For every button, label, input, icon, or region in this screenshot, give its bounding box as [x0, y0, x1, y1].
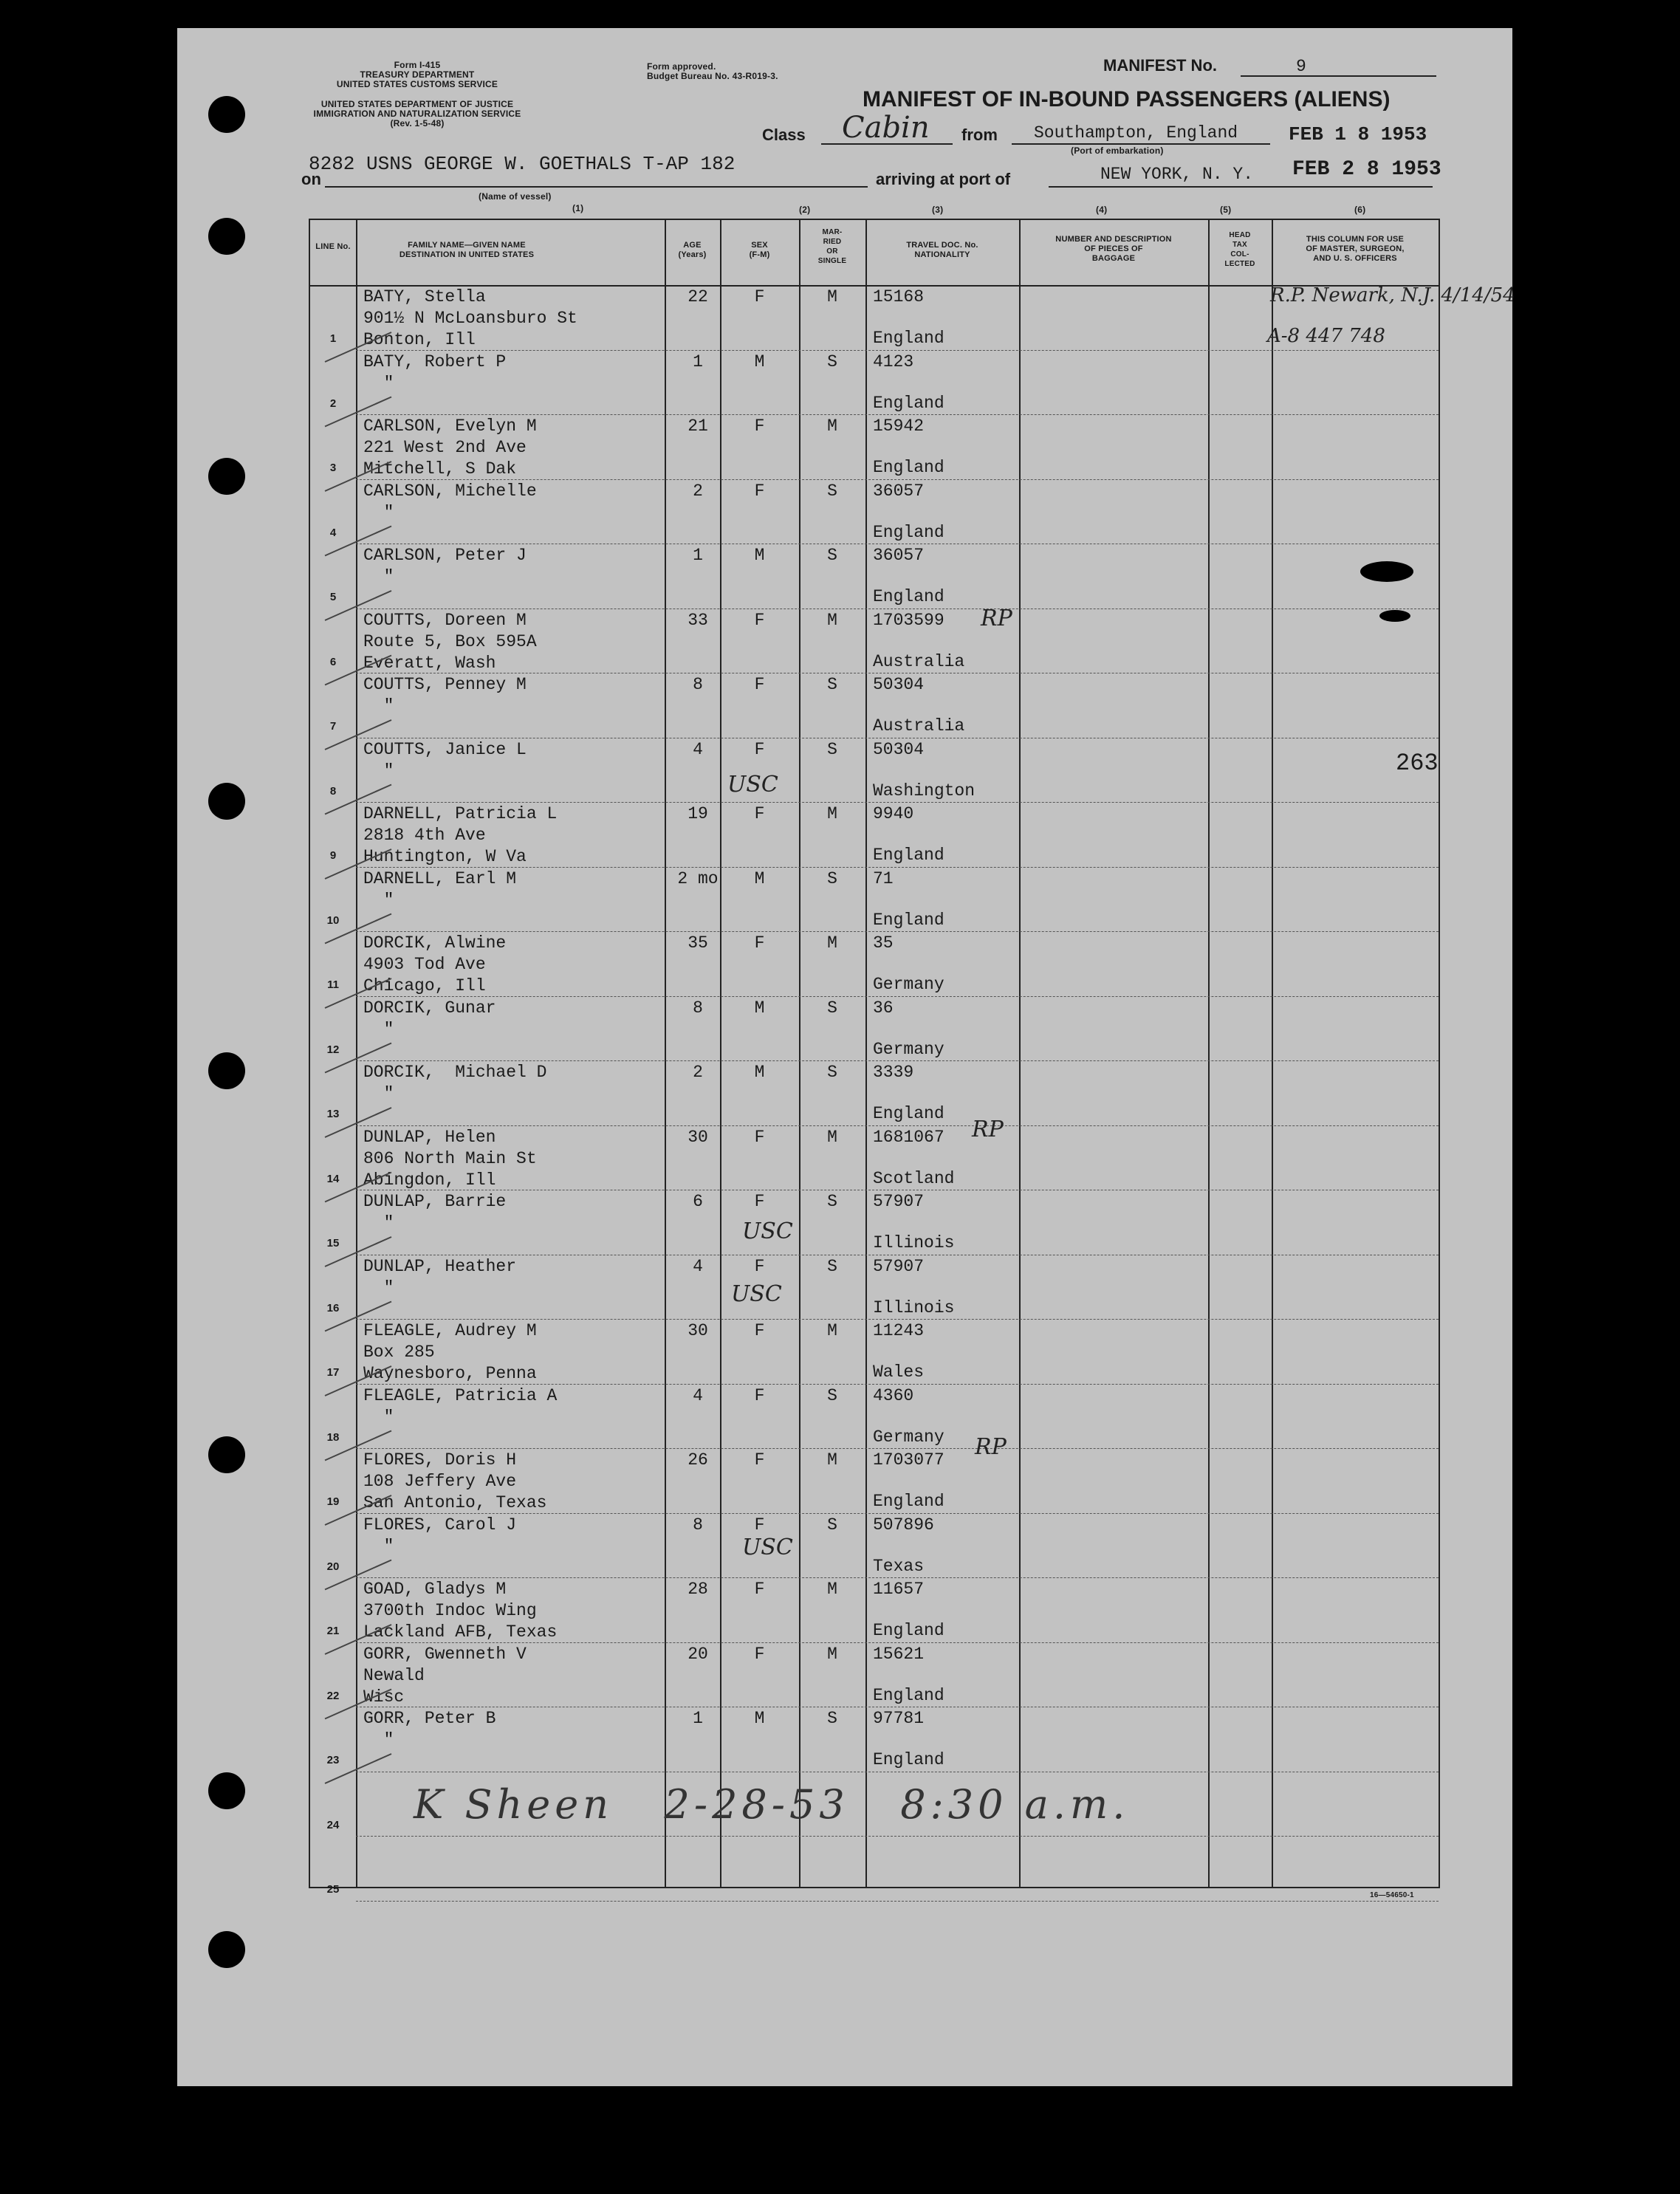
vessel-caption: (Name of vessel): [479, 191, 552, 202]
passenger-sex: F: [754, 1580, 765, 1599]
passenger-age: 4: [693, 739, 703, 759]
punch-hole: [208, 1931, 245, 1968]
passenger-marital-status: S: [827, 546, 837, 565]
officer-note-1: R.P. Newark, N.J. 4/14/54: [1270, 284, 1515, 306]
passenger-name-destination: CARLSON, Michelle ": [363, 481, 537, 522]
passenger-marital-status: S: [827, 739, 837, 759]
passenger-name-destination: FLORES, Carol J ": [363, 1515, 517, 1556]
customs-service: UNITED STATES CUSTOMS SERVICE: [336, 79, 498, 89]
passenger-marital-status: M: [827, 804, 837, 823]
punch-hole: [208, 1772, 245, 1809]
passenger-name-destination: COUTTS, Penney M ": [363, 675, 527, 716]
budget-bureau: Budget Bureau No. 43-R019-3.: [647, 71, 778, 81]
ink-blot: [1379, 610, 1410, 622]
passenger-name-destination: BATY, Stella 901½ N McLoansburo St Bonton, Ill: [363, 287, 577, 349]
line-number: 9: [329, 849, 337, 862]
passenger-sex: F: [754, 1450, 765, 1470]
margin-slash: [325, 462, 391, 491]
travel-document-number: 97781: [873, 1709, 925, 1728]
passenger-nationality: England: [873, 1621, 944, 1640]
punch-hole: [208, 96, 245, 133]
column-1-number: (1): [572, 203, 584, 213]
punch-hole: [208, 218, 245, 255]
passenger-age: 1: [693, 352, 703, 371]
line-number: 5: [329, 591, 337, 603]
usc-mark: USC: [727, 772, 778, 798]
passenger-sex: F: [754, 287, 765, 306]
passenger-marital-status: S: [827, 352, 837, 371]
travel-document-number: 15942: [873, 416, 925, 436]
passenger-nationality: England: [873, 910, 944, 930]
col-header-sex: SEX (F-M): [749, 241, 770, 259]
passenger-name-destination: COUTTS, Doreen M Route 5, Box 595A Everatt, Wash: [363, 610, 537, 673]
line-number: 7: [329, 720, 337, 733]
arrival-date: FEB 2 8 1953: [1292, 158, 1441, 181]
passenger-marital-status: M: [827, 1580, 837, 1599]
passenger-nationality: England: [873, 393, 944, 413]
passenger-marital-status: M: [827, 1127, 837, 1147]
form-approved: Form approved.: [647, 61, 716, 72]
margin-slash: [325, 1237, 391, 1266]
passenger-name-destination: CARLSON, Peter J ": [363, 546, 527, 586]
line-number: 2: [329, 397, 337, 410]
number-263: 263: [1396, 750, 1439, 777]
passenger-marital-status: S: [827, 1192, 837, 1211]
passenger-sex: F: [754, 1127, 765, 1147]
passenger-sex: F: [754, 1385, 765, 1405]
passenger-name-destination: GORR, Gwenneth V Newald Wisc: [363, 1644, 527, 1707]
passenger-age: 33: [688, 610, 708, 630]
line-number: 11: [327, 978, 339, 991]
line-number: 12: [326, 1043, 340, 1056]
officer-note-2: A-8 447 748: [1267, 325, 1385, 347]
passenger-sex: F: [754, 610, 765, 630]
passenger-age: 4: [693, 1385, 703, 1405]
line-number: 10: [326, 913, 340, 927]
line-number: 19: [326, 1495, 340, 1508]
passenger-nationality: Scotland: [873, 1168, 955, 1188]
passenger-marital-status: S: [827, 1385, 837, 1405]
passenger-nationality: Illinois: [873, 1233, 955, 1252]
passenger-name-destination: DORCIK, Gunar ": [363, 998, 496, 1039]
passenger-marital-status: S: [827, 481, 837, 501]
margin-slash: [325, 1043, 391, 1073]
passenger-sex: F: [754, 1192, 765, 1211]
travel-document-number: 36057: [873, 481, 925, 501]
margin-marks: [310, 281, 406, 1868]
passenger-age: 20: [688, 1644, 708, 1664]
passenger-nationality: England: [873, 522, 944, 542]
passenger-age: 1: [693, 546, 703, 565]
passenger-sex: F: [754, 675, 765, 694]
line-number: 6: [329, 655, 337, 668]
passenger-age: 8: [693, 998, 703, 1018]
passenger-nationality: England: [873, 846, 944, 865]
arriving-label: arriving at port of: [876, 170, 1011, 188]
from-label: from: [961, 126, 998, 144]
col-header-line: LINE No.: [315, 242, 351, 251]
passenger-sex: F: [754, 1256, 765, 1276]
column-2-number: (2): [799, 205, 811, 215]
signature-line: K Sheen 2-28-53 8:30 a.m.: [414, 1781, 1130, 1828]
passenger-marital-status: M: [827, 933, 837, 953]
manifest-no: 9: [1296, 57, 1306, 76]
passenger-nationality: Australia: [873, 651, 965, 671]
travel-document-number: 50304: [873, 739, 925, 759]
justice-header: [292, 100, 543, 128]
col-header-head-tax: HEAD TAX COL- LECTED: [1224, 231, 1255, 268]
col-header-married: MAR- RIED OR SINGLE: [817, 228, 847, 265]
travel-document-number: 1703599: [873, 610, 944, 630]
margin-slash: [325, 527, 391, 556]
passenger-age: 2 mo: [677, 868, 719, 888]
passenger-sex: F: [754, 1321, 765, 1340]
passenger-sex: F: [754, 416, 765, 436]
passenger-name-destination: DORCIK, Alwine 4903 Tod Ave Chicago, Ill: [363, 933, 507, 995]
margin-slash: [325, 1431, 391, 1461]
travel-document-number: 4360: [873, 1385, 914, 1405]
form-number: Form I-415: [394, 60, 441, 70]
passenger-name-destination: CARLSON, Evelyn M 221 West 2nd Ave Mitchell, S Dak: [363, 416, 537, 479]
passenger-sex: M: [754, 868, 765, 888]
passenger-sex: F: [754, 739, 765, 759]
passenger-marital-status: M: [827, 416, 837, 436]
passenger-nationality: Illinois: [873, 1297, 955, 1317]
passenger-name-destination: COUTTS, Janice L ": [363, 739, 527, 781]
passenger-age: 30: [688, 1127, 708, 1147]
margin-slash: [325, 978, 391, 1008]
passenger-name-destination: GORR, Peter B ": [363, 1709, 496, 1749]
punch-hole: [208, 1436, 245, 1473]
passenger-marital-status: S: [827, 998, 837, 1018]
passenger-nationality: Wales: [873, 1362, 925, 1382]
rp-mark: RP: [975, 1434, 1007, 1460]
travel-document-number: 11657: [873, 1580, 925, 1599]
col-header-age: AGE (Years): [678, 241, 707, 259]
line-number: 21: [326, 1625, 340, 1637]
passenger-marital-status: M: [827, 1321, 837, 1340]
line-number: 18: [326, 1430, 340, 1444]
passenger-name-destination: DARNELL, Earl M ": [363, 868, 517, 910]
passenger-age: 8: [693, 1515, 703, 1535]
passenger-marital-status: S: [827, 1515, 837, 1535]
margin-slash: [325, 849, 391, 879]
travel-document-number: 1703077: [873, 1450, 944, 1470]
passenger-name-destination: DUNLAP, Heather ": [363, 1256, 517, 1297]
passenger-nationality: England: [873, 329, 944, 348]
column-5-number: (5): [1220, 205, 1232, 215]
margin-slash: [325, 1495, 391, 1525]
margin-slash: [325, 1302, 391, 1331]
passenger-age: 2: [693, 1063, 703, 1082]
passenger-nationality: England: [873, 1750, 944, 1769]
passenger-nationality: Germany: [873, 975, 944, 994]
manifest-no-label: MANIFEST No.: [1103, 56, 1217, 75]
passenger-name-destination: BATY, Robert P ": [363, 352, 507, 393]
margin-slash: [325, 720, 391, 750]
passenger-marital-status: M: [827, 1644, 837, 1664]
passenger-marital-status: M: [827, 1450, 837, 1470]
passenger-age: 28: [688, 1580, 708, 1599]
passenger-nationality: Germany: [873, 1427, 944, 1447]
passenger-nationality: England: [873, 1685, 944, 1705]
passenger-marital-status: M: [827, 610, 837, 630]
travel-document-number: 4123: [873, 352, 914, 371]
margin-slash: [325, 785, 391, 815]
passenger-sex: F: [754, 933, 765, 953]
travel-document-number: 9940: [873, 804, 914, 823]
margin-slash: [325, 332, 391, 362]
column-6-number: (6): [1354, 205, 1366, 215]
line-number: 15: [326, 1237, 340, 1249]
margin-slash: [325, 1560, 391, 1590]
usc-mark: USC: [742, 1218, 793, 1244]
margin-slash: [325, 1108, 391, 1137]
travel-document-number: 50304: [873, 675, 925, 694]
line-number: 1: [329, 332, 337, 345]
margin-slash: [325, 914, 391, 944]
arrival-port: NEW YORK, N. Y.: [1100, 165, 1254, 184]
col-header-officers: THIS COLUMN FOR USE OF MASTER, SURGEON, AND U. S. OFFICERS: [1306, 235, 1405, 263]
punch-hole: [208, 1052, 245, 1089]
class-label: Class: [762, 126, 806, 144]
passenger-sex: M: [754, 352, 765, 371]
travel-document-number: 15621: [873, 1644, 925, 1664]
passenger-age: 1: [693, 1709, 703, 1728]
margin-slash: [325, 397, 391, 427]
passenger-sex: M: [754, 998, 765, 1018]
passenger-name-destination: FLEAGLE, Audrey M Box 285 Waynesboro, Penna: [363, 1321, 537, 1383]
line-number: 4: [329, 526, 337, 539]
passenger-marital-status: S: [827, 675, 837, 694]
line-number: 25: [326, 1883, 340, 1896]
revision: (Rev. 1-5-48): [390, 118, 445, 128]
from-value: Southampton, England: [1034, 123, 1238, 143]
margin-slash: [325, 591, 391, 620]
passenger-age: 8: [693, 675, 703, 694]
column-4-number: (4): [1096, 205, 1108, 215]
travel-document-number: 36057: [873, 546, 925, 565]
passenger-age: 35: [688, 933, 708, 953]
passenger-name-destination: DORCIK, Michael D ": [363, 1063, 547, 1103]
line-number: 3: [329, 462, 337, 474]
rp-mark: RP: [981, 606, 1012, 631]
passenger-marital-status: S: [827, 1709, 837, 1728]
margin-slash: [325, 1366, 391, 1396]
line-number: 14: [326, 1172, 340, 1185]
form-approval: [647, 62, 839, 81]
margin-slash: [325, 1173, 391, 1202]
line-number: 24: [326, 1818, 340, 1831]
passenger-nationality: Germany: [873, 1039, 944, 1059]
vessel-name: 8282 USNS GEORGE W. GOETHALS T-AP 182: [309, 153, 736, 175]
passenger-age: 4: [693, 1256, 703, 1276]
manifest-title: MANIFEST OF IN-BOUND PASSENGERS (ALIENS): [863, 87, 1391, 112]
travel-document-number: 11243: [873, 1321, 925, 1340]
travel-document-number: 35: [873, 933, 894, 953]
passenger-sex: M: [754, 1063, 765, 1082]
passenger-nationality: England: [873, 1492, 944, 1511]
line-number: 23: [326, 1754, 340, 1766]
travel-document-number: 71: [873, 868, 894, 888]
on-label: on: [301, 170, 321, 188]
passenger-marital-status: S: [827, 1256, 837, 1276]
line-number: 16: [326, 1301, 340, 1314]
form-header-left: [332, 61, 502, 89]
col-header-travel: TRAVEL DOC. No. NATIONALITY: [906, 241, 978, 259]
punch-hole: [208, 458, 245, 495]
ink-blot: [1360, 561, 1413, 582]
passenger-age: 6: [693, 1192, 703, 1211]
margin-slash: [325, 1690, 391, 1719]
passenger-age: 2: [693, 481, 703, 501]
passenger-age: 26: [688, 1450, 708, 1470]
rp-mark: RP: [972, 1117, 1004, 1142]
passenger-sex: F: [754, 804, 765, 823]
passenger-sex: M: [754, 546, 765, 565]
embarkation-caption: (Port of embarkation): [1071, 145, 1164, 156]
margin-slash: [325, 656, 391, 685]
passenger-sex: F: [754, 1515, 765, 1535]
passenger-age: 30: [688, 1321, 708, 1340]
travel-document-number: 57907: [873, 1192, 925, 1211]
punch-hole: [208, 783, 245, 820]
passenger-name-destination: DUNLAP, Barrie ": [363, 1192, 507, 1233]
form-code: 16—54650-1: [1370, 1891, 1414, 1899]
col-header-name: FAMILY NAME—GIVEN NAME DESTINATION IN UNITED STATES: [399, 241, 535, 259]
departure-date: FEB 1 8 1953: [1289, 123, 1427, 145]
passenger-marital-status: M: [827, 287, 837, 306]
usc-mark: USC: [742, 1535, 793, 1560]
passenger-name-destination: FLEAGLE, Patricia A ": [363, 1385, 558, 1427]
travel-document-number: 57907: [873, 1256, 925, 1276]
passenger-nationality: Texas: [873, 1556, 925, 1576]
passenger-nationality: England: [873, 1104, 944, 1123]
passenger-nationality: Washington: [873, 781, 976, 801]
margin-slash: [325, 1625, 391, 1654]
passenger-sex: F: [754, 481, 765, 501]
passenger-sex: F: [754, 1644, 765, 1664]
travel-document-number: 1681067: [873, 1127, 944, 1147]
travel-document-number: 15168: [873, 287, 925, 306]
passenger-name-destination: FLORES, Doris H 108 Jeffery Ave San Antonio, Texas: [363, 1450, 547, 1512]
passenger-nationality: England: [873, 587, 944, 606]
passenger-age: 19: [688, 804, 708, 823]
passenger-marital-status: S: [827, 868, 837, 888]
col-header-baggage: NUMBER AND DESCRIPTION OF PIECES OF BAGGAGE: [1055, 235, 1172, 263]
passenger-nationality: Australia: [873, 716, 965, 736]
travel-document-number: 3339: [873, 1063, 914, 1082]
line-number: 17: [326, 1366, 340, 1379]
passenger-age: 21: [688, 416, 708, 436]
justice-department: UNITED STATES DEPARTMENT OF JUSTICE: [320, 99, 514, 109]
passenger-name-destination: GOAD, Gladys M 3700th Indoc Wing Lackland AFB, Texas: [363, 1580, 558, 1642]
passenger-age: 22: [688, 287, 708, 306]
column-3-number: (3): [932, 205, 944, 215]
travel-document-number: 507896: [873, 1515, 934, 1535]
passenger-name-destination: DARNELL, Patricia L 2818 4th Ave Huntington, W Va: [363, 804, 558, 866]
line-number: 13: [326, 1108, 340, 1120]
line-number: 8: [329, 784, 337, 798]
margin-slash: [325, 1754, 391, 1783]
usc-mark: USC: [731, 1281, 782, 1307]
passenger-marital-status: S: [827, 1063, 837, 1082]
class-value: Cabin: [842, 111, 930, 145]
travel-document-number: 36: [873, 998, 894, 1018]
treasury-department: TREASURY DEPARTMENT: [360, 69, 475, 80]
passenger-sex: M: [754, 1709, 765, 1728]
line-number: 20: [326, 1560, 340, 1573]
passenger-nationality: England: [873, 458, 944, 477]
passenger-name-destination: DUNLAP, Helen 806 North Main St Abingdon, Ill: [363, 1127, 537, 1190]
line-number: 22: [326, 1689, 340, 1702]
ins-service: IMMIGRATION AND NATURALIZATION SERVICE: [313, 109, 521, 119]
